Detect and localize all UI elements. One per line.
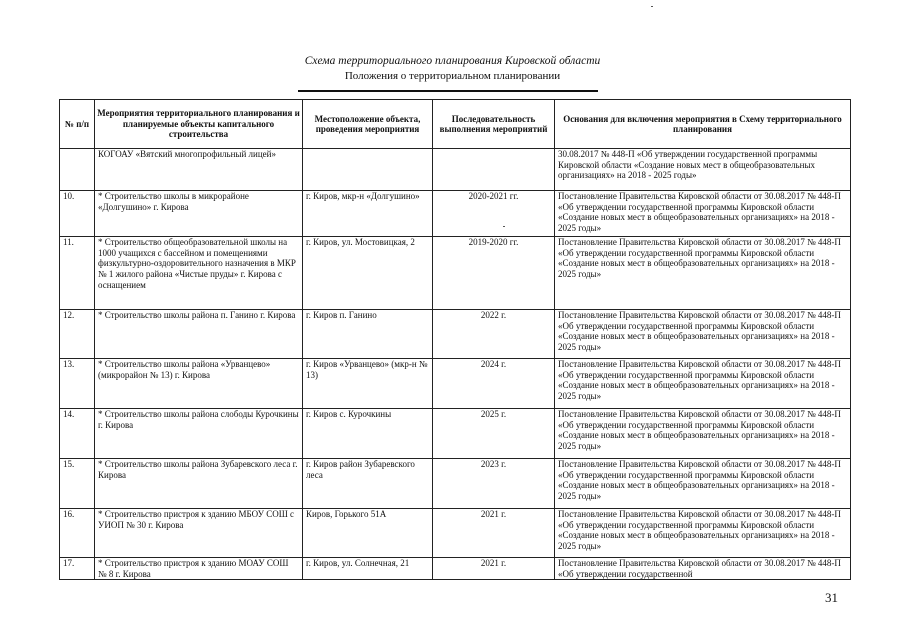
table-row (60, 409, 851, 459)
page-header (0, 54, 905, 83)
column-header-location: Местоположение объекта, проведения мероприятия (303, 100, 433, 149)
row-number: 17. (60, 558, 95, 580)
row-location: г. Киров с. Курочкины (303, 409, 433, 459)
header-underline (298, 90, 598, 92)
row-basis: Постановление Правительства Кировской области от 30.08.2017 № 448-П «Об утверждении государственной программы Кировской области «Создание новых мест в общеобразовательных организациях» на 2018 - 2025 годы» (555, 191, 851, 237)
column-header-basis: Основания для включения мероприятия в Схему территориального планирования (555, 100, 851, 149)
row-location: г. Киров п. Ганино (303, 310, 433, 359)
row-event: * Строительство школы района слободы Курочкины г. Кирова (95, 409, 303, 459)
row-event: * Строительство общеобразовательной школы на 1000 учащихся с бассейном и помещениями физкультурно-оздоровительного назначения в МКР № 1 жилого района «Чистые пруды» г. Кирова с оснащением (95, 237, 303, 310)
row-location (303, 149, 433, 191)
row-basis: Постановление Правительства Кировской области от 30.08.2017 № 448-П «Об утверждении государственной программы Кировской области «Создание новых мест в общеобразовательных организациях» на 2018 - 2025 годы» (555, 509, 851, 558)
row-basis: 30.08.2017 № 448-П «Об утверждении государственной программы Кировской области «Создание новых мест в общеобразовательных организациях» на 2018 - 2025 годы» (555, 149, 851, 191)
table-row (60, 459, 851, 509)
row-number (60, 149, 95, 191)
row-basis: Постановление Правительства Кировской области от 30.08.2017 № 448-П «Об утверждении государственной программы Кировской области «Создание новых мест в общеобразовательных организациях» на 2018 - 2025 годы» (555, 310, 851, 359)
row-number: 14. (60, 409, 95, 459)
row-basis: Постановление Правительства Кировской области от 30.08.2017 № 448-П «Об утверждении государственной программы Кировской области «Создание новых мест в общеобразовательных организациях» на 2018 - 2025 годы» (555, 459, 851, 509)
row-location: г. Киров «Урванцево» (мкр-н № 13) (303, 359, 433, 409)
table-header-row (60, 100, 851, 149)
row-sequence: 2021 г. (433, 509, 555, 558)
row-location: Киров, Горького 51А (303, 509, 433, 558)
row-event: * Строительство пристроя к зданию МОАУ СОШ № 8 г. Кирова (95, 558, 303, 580)
row-location: г. Киров район Зубаревского леса (303, 459, 433, 509)
row-basis: Постановление Правительства Кировской области от 30.08.2017 № 448-П «Об утверждении государственной программы Кировской области «Создание новых мест в общеобразовательных организациях» на 2018 - 2025 годы» (555, 237, 851, 310)
row-event: * Строительство школы района «Урванцево» (микрорайон № 13) г. Кирова (95, 359, 303, 409)
document-subtitle: Положения о территориальном планировании (344, 70, 561, 82)
row-event: КОГОАУ «Вятский многопрофильный лицей» (95, 149, 303, 191)
row-sequence: 2021 г. (433, 558, 555, 580)
row-sequence: 2020-2021 гг. (433, 191, 555, 237)
row-sequence: 2019-2020 гг. (433, 237, 555, 310)
table-row (60, 558, 851, 580)
planning-table (59, 99, 851, 580)
column-header-sequence: Последовательность выполнения мероприятий (433, 100, 555, 149)
row-number: 16. (60, 509, 95, 558)
table-row (60, 191, 851, 237)
row-number: 13. (60, 359, 95, 409)
row-basis: Постановление Правительства Кировской области от 30.08.2017 № 448-П «Об утверждении государственной программы Кировской области «Создание новых мест в общеобразовательных организациях» на 2018 - 2025 годы» (555, 409, 851, 459)
row-number: 15. (60, 459, 95, 509)
row-location: г. Киров, мкр-н «Долгушино» (303, 191, 433, 237)
document-title: Схема территориального планирования Кировской области (304, 55, 601, 67)
row-event: * Строительство школы района Зубаревского леса г. Кирова (95, 459, 303, 509)
row-number: 10. (60, 191, 95, 237)
row-basis: Постановление Правительства Кировской области от 30.08.2017 № 448-П «Об утверждении государственной программы Кировской области «Создание новых мест в общеобразовательных организациях» на 2018 - 2025 годы» (555, 359, 851, 409)
row-location: г. Киров, ул. Мостовицкая, 2 (303, 237, 433, 310)
row-sequence: 2023 г. (433, 459, 555, 509)
row-sequence: 2022 г. (433, 310, 555, 359)
column-header-event: Мероприятия территориального планирования и планируемые объекты капитального строительства (95, 100, 303, 149)
row-event: * Строительство школы в микрорайоне «Долгушино» г. Кирова (95, 191, 303, 237)
row-location: г. Киров, ул. Солнечная, 21 (303, 558, 433, 580)
row-sequence: 2025 г. (433, 409, 555, 459)
table-row (60, 310, 851, 359)
row-event: * Строительство пристроя к зданию МБОУ СОШ с УИОП № 30 г. Кирова (95, 509, 303, 558)
table-row (60, 149, 851, 191)
table-row (60, 359, 851, 409)
page-number: 31 (825, 590, 838, 605)
row-sequence (433, 149, 555, 191)
row-number: 12. (60, 310, 95, 359)
table-row (60, 509, 851, 558)
row-event: * Строительство школы района п. Ганино г. Кирова (95, 310, 303, 359)
row-sequence: 2024 г. (433, 359, 555, 409)
scan-speck (651, 6, 653, 7)
row-basis: Постановление Правительства Кировской области от 30.08.2017 № 448-П «Об утверждении государственной (555, 558, 851, 580)
scan-speck (503, 226, 505, 227)
column-header-number: № п/п (60, 100, 95, 149)
row-number: 11. (60, 237, 95, 310)
table-row (60, 237, 851, 310)
